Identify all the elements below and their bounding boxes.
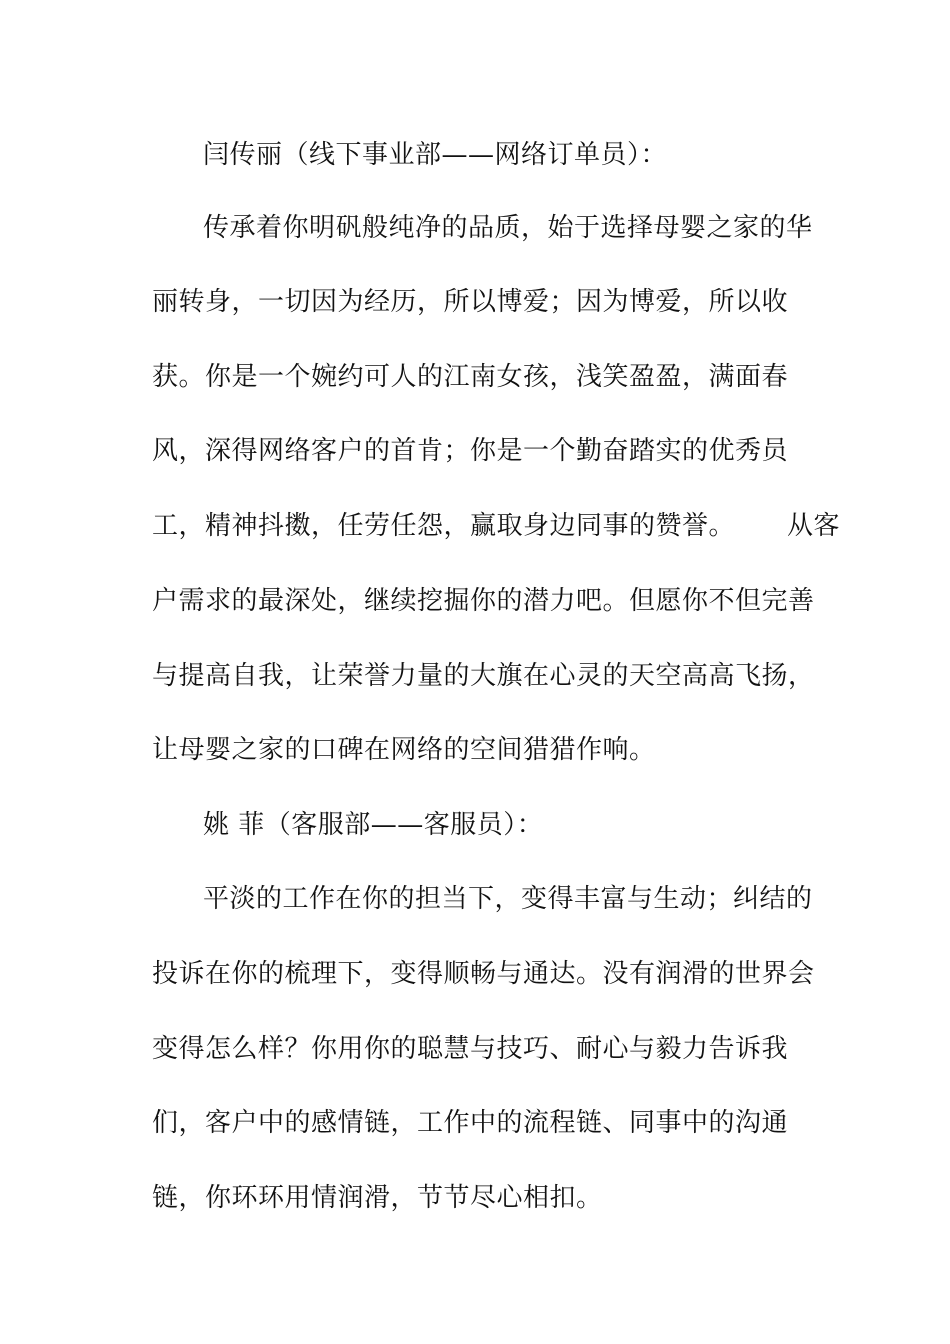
paragraph-line: 变得怎么样？你用你的聪慧与技巧、耐心与毅力告诉我 bbox=[152, 1034, 789, 1064]
paragraph-line: 让母婴之家的口碑在网络的空间猎猎作响。 bbox=[152, 735, 656, 765]
paragraph-line: 投诉在你的梳理下，变得顺畅与通达。没有润滑的世界会 bbox=[152, 959, 815, 989]
paragraph-line: 链，你环环用情润滑，节节尽心相扣。 bbox=[152, 1183, 603, 1213]
paragraph-line: 们，客户中的感情链，工作中的流程链、同事中的沟通 bbox=[152, 1108, 789, 1138]
section-heading-1: 闫传丽（线下事业部——网络订单员）： bbox=[203, 140, 668, 170]
paragraph-line: 与提高自我，让荣誉力量的大旗在心灵的天空高高飞扬， bbox=[152, 661, 815, 691]
paragraph-line-with-gap bbox=[152, 509, 841, 543]
paragraph-line: 风，深得网络客户的首肯；你是一个勤奋踏实的优秀员 bbox=[152, 436, 789, 466]
paragraph-line: 户需求的最深处，继续挖掘你的潜力吧。但愿你不但完善 bbox=[152, 586, 815, 616]
paragraph-line: 丽转身，一切因为经历，所以博爱；因为博爱，所以收 bbox=[152, 287, 789, 317]
paragraph-text: 工，精神抖擞，任劳任怨，赢取身边同事的赞誉。 bbox=[152, 511, 736, 541]
paragraph-line: 传承着你明矾般纯净的品质，始于选择母婴之家的华 bbox=[203, 213, 813, 243]
section-heading-2: 姚 菲（客服部——客服员）： bbox=[203, 810, 544, 840]
paragraph-text: 从客 bbox=[787, 511, 841, 541]
paragraph-line: 平淡的工作在你的担当下，变得丰富与生动；纠结的 bbox=[203, 884, 813, 914]
paragraph-line: 获。你是一个婉约可人的江南女孩，浅笑盈盈，满面春 bbox=[152, 362, 789, 392]
